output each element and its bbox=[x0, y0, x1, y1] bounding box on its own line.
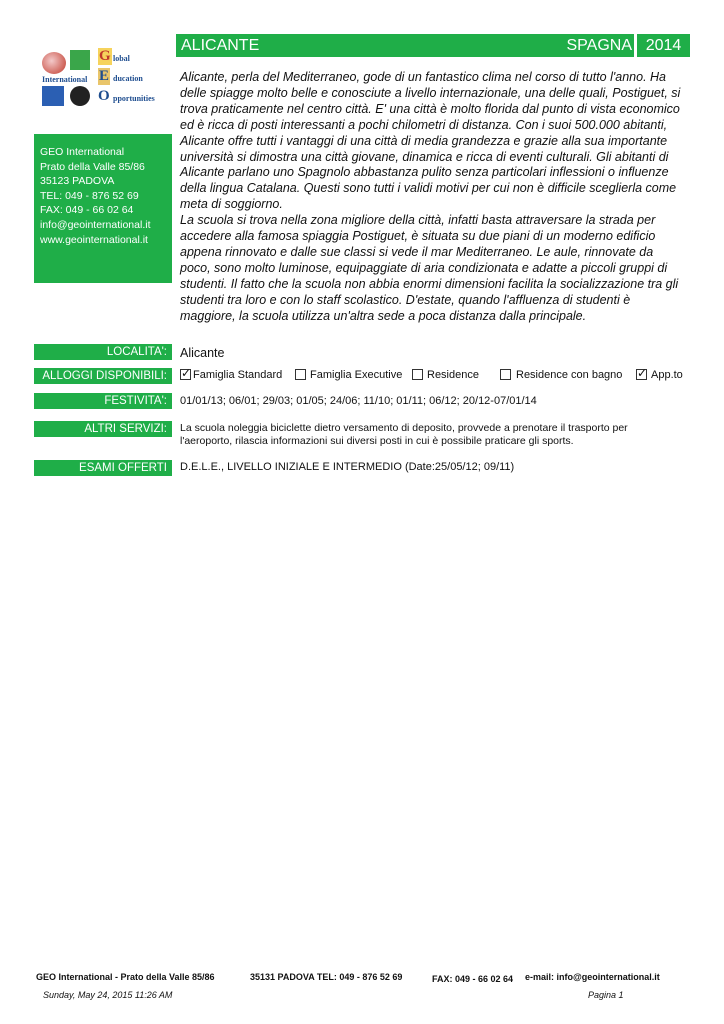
title-bar bbox=[176, 34, 634, 57]
intro-text bbox=[180, 70, 686, 325]
intro-paragraph-school: La scuola si trova nella zona migliore della città, infatti basta attraversare la strada per accedere alla famosa spiaggia Postiguet, è situata su due piani di un moderno edificio appena rinnovato e dalle sue classi si vede il mar Mediterraneo. Le aule, rinnovate da poco, sono molto luminose, equipaggiate di aria condizionata e adatte a piccoli gruppi di studenti. Il fatto che la scuola non abbia enormi dimensioni facilita la socializzazione tra gli studenti tra loro e con lo staff scolastico. D'estate, quando l'affluenza di studenti è maggiore, la scuola utilizza un'altra sede a poca distanza dalla principale. bbox=[180, 213, 679, 323]
festivita-label: FESTIVITA': bbox=[34, 393, 172, 409]
footer-address: GEO International - Prato della Valle 85/86 bbox=[36, 972, 215, 982]
checkbox-residence[interactable] bbox=[412, 369, 423, 380]
option-residence-con-bagno: Residence con bagno bbox=[516, 369, 623, 381]
logo-word-opportunities: pportunities bbox=[113, 94, 155, 103]
esami-label: ESAMI OFFERTI bbox=[34, 460, 172, 476]
logo-globe-icon bbox=[42, 52, 66, 74]
option-famiglia-standard: Famiglia Standard bbox=[193, 369, 283, 381]
intro-paragraph-city: Alicante, perla del Mediterraneo, gode di un fantastico clima nel corso di tutto l'anno. Ha delle spiagge molto belle e conosciute a livello internazionale, una delle quali, Postiguet, si trova praticamente nel centro città. E' una città è molto florida dal punto di vista economico ed è ricca di posti interessanti a pochi chilometri di distanza. Con i suoi 500.000 abitanti, Alicante offre tutti i vantaggi di una città di media grandezza e grazie alla sua importante università si dimostra una città giovane, dinamica e ricca di eventi culturali. Gli abitanti di Alicante parlano uno Spagnolo abbastanza pulito senza particolari inflessioni o influenze della lingua Catalana. Questi sono tutti i validi motivi per cui non è difficile sceglierla come meta di soggiorno. bbox=[180, 70, 681, 212]
geo-logo bbox=[40, 46, 172, 114]
checkbox-appartamento[interactable] bbox=[636, 366, 648, 380]
logo-graduate-icon bbox=[70, 50, 90, 70]
check-icon: ✓ bbox=[637, 366, 648, 380]
servizi-label: ALTRI SERVIZI: bbox=[34, 421, 172, 437]
servizi-line-1: La scuola noleggia biciclette dietro versamento di deposito, provvede a prenotare il trasporto per bbox=[180, 422, 628, 434]
logo-word-education: ducation bbox=[113, 74, 143, 83]
contact-address: Prato della Valle 85/86 bbox=[40, 160, 145, 173]
year-box bbox=[637, 34, 690, 57]
servizi-line-2: l'aeroporto, rilascia informazioni sui diversi posti in cui è possibile praticare gli sports. bbox=[180, 435, 574, 447]
footer-date: Sunday, May 24, 2015 11:26 AM bbox=[43, 990, 173, 1000]
contact-website[interactable]: www.geointernational.it bbox=[40, 233, 148, 246]
year-title: 2014 bbox=[645, 37, 682, 54]
checkbox-residence-con-bagno[interactable] bbox=[500, 369, 511, 380]
logo-letter-e: E bbox=[99, 68, 110, 84]
checkbox-famiglia-standard[interactable] bbox=[180, 366, 192, 380]
logo-chart-icon bbox=[42, 86, 64, 106]
logo-letter-g: G bbox=[99, 48, 111, 64]
city-title: ALICANTE bbox=[181, 37, 260, 54]
footer-email: e-mail: info@geointernational.it bbox=[525, 972, 660, 982]
footer-page-number: Pagina 1 bbox=[588, 990, 624, 1000]
contact-company: GEO International bbox=[40, 146, 125, 158]
footer-city-tel: 35131 PADOVA TEL: 049 - 876 52 69 bbox=[250, 972, 403, 982]
contact-city: 35123 PADOVA bbox=[40, 175, 115, 188]
contact-box bbox=[34, 134, 172, 283]
contact-email[interactable]: info@geointernational.it bbox=[40, 218, 151, 231]
esami-value: D.E.L.E., LIVELLO INIZIALE E INTERMEDIO (Date:25/05/12; 09/11) bbox=[180, 461, 515, 473]
contact-fax: FAX: 049 - 66 02 64 bbox=[40, 204, 134, 217]
localita-label: LOCALITA': bbox=[34, 344, 172, 360]
country-title: SPAGNA bbox=[566, 37, 632, 54]
contact-tel: TEL: 049 - 876 52 69 bbox=[40, 189, 139, 202]
option-residence: Residence bbox=[427, 369, 479, 381]
logo-international: International bbox=[42, 75, 88, 84]
logo-globe-dark-icon bbox=[70, 86, 90, 106]
checkbox-famiglia-executive[interactable] bbox=[295, 369, 306, 380]
check-icon: ✓ bbox=[181, 366, 192, 380]
logo-word-global: lobal bbox=[113, 54, 130, 63]
localita-value: Alicante bbox=[180, 346, 225, 360]
alloggi-label: ALLOGGI DISPONIBILI: bbox=[34, 368, 172, 384]
footer-fax: FAX: 049 - 66 02 64 bbox=[432, 974, 514, 984]
option-appartamento: App.to bbox=[651, 369, 683, 381]
festivita-value: 01/01/13; 06/01; 29/03; 01/05; 24/06; 11/10; 01/11; 06/12; 20/12-07/01/14 bbox=[180, 395, 537, 407]
option-famiglia-executive: Famiglia Executive bbox=[310, 369, 403, 381]
logo-letter-o: O bbox=[98, 88, 110, 104]
